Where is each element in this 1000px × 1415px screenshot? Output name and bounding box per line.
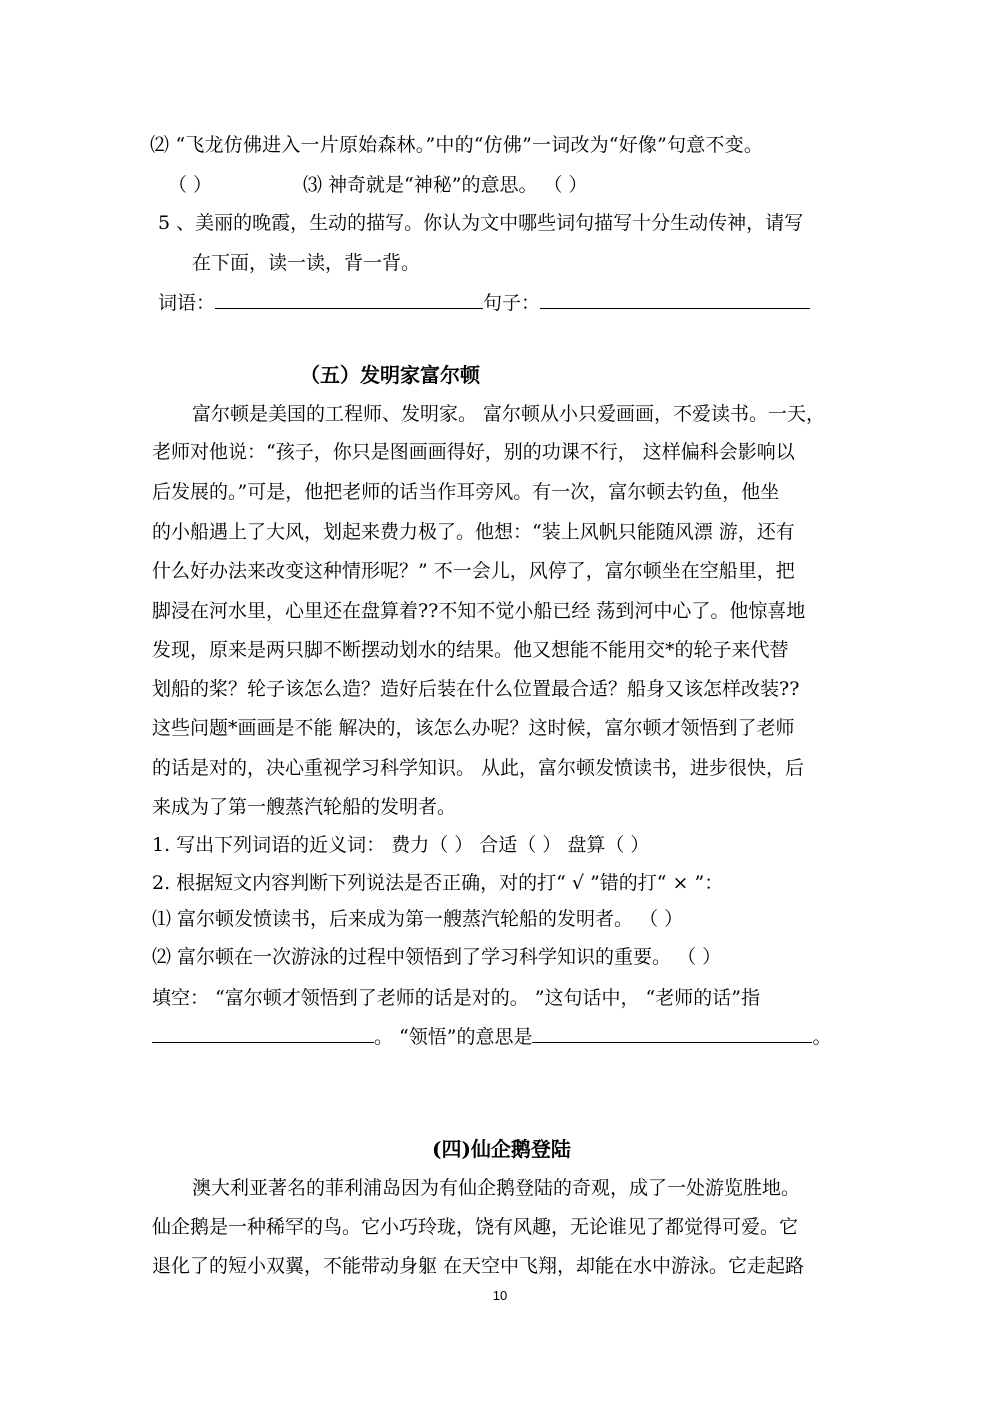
- s4-para-line: 退化了的短小双翼，不能带动身躯 在天空中飞翔，却能在水中游泳。它走起路: [152, 1255, 805, 1277]
- s5-para-line: 的小船遇上了大风，划起来费力极了。他想：“装上风帆只能随风漂 游，还有: [152, 521, 795, 543]
- q5-line1: 5 、美丽的晚霞，生动的描写。你认为文中哪些词句描写十分生动传神，请写: [158, 212, 804, 234]
- s5-para-line: 什么好办法来改变这种情形呢？” 不一会儿，风停了，富尔顿坐在空船里，把: [152, 560, 795, 582]
- s5-q2: 2. 根据短文内容判断下列说法是否正确，对的打“ √ ”错的打“ × ”：: [152, 872, 724, 894]
- s5-para-line: 发现，原来是两只脚不断摆动划水的结果。他又想能不能用交*的轮子来代替: [152, 639, 789, 661]
- s5-fill-line1: 填空： “富尔顿才领悟到了老师的话是对的。 ”这句话中， “老师的话”指: [152, 987, 760, 1009]
- s5-q1: 1. 写出下列词语的近义词： 费力（ ） 合适（ ） 盘算（ ）: [152, 834, 650, 856]
- words-blank[interactable]: [215, 290, 483, 309]
- page-number: 10: [492, 1288, 508, 1303]
- fill-blank-2[interactable]: [532, 1024, 812, 1043]
- s5-para-line: 老师对他说：“孩子，你只是图画画得好，别的功课不行， 这样偏科会影响以: [152, 441, 795, 463]
- q4-item2-paren: （ ）: [168, 174, 213, 196]
- s5-para-line: 脚浸在河水里，心里还在盘算着??不知不觉小船已经 荡到河中心了。他惊喜地: [152, 600, 806, 622]
- s4-para-line: 仙企鹅是一种稀罕的鸟。它小巧玲珑，饶有风趣，无论谁见了都觉得可爱。它: [152, 1216, 799, 1238]
- sentence-blank[interactable]: [540, 290, 810, 309]
- s4-para-line: 澳大利亚著名的菲利浦岛因为有仙企鹅登陆的奇观，成了一处游览胜地。: [192, 1177, 801, 1199]
- s5-q2-item1: ⑴ 富尔顿发愤读书，后来成为第一艘蒸汽轮船的发明者。 （ ）: [152, 908, 684, 930]
- q4-item3: ⑶ 神奇就是“神秘”的意思。 （ ）: [303, 174, 588, 196]
- s5-q2-item2: ⑵ 富尔顿在一次游泳的过程中领悟到了学习科学知识的重要。 （ ）: [152, 946, 722, 968]
- section5-title: （五）发明家富尔顿: [300, 363, 480, 387]
- q4-item2: ⑵ “飞龙仿佛进入一片原始森林。”中的“仿佛”一词改为“好像”句意不变。: [150, 134, 764, 156]
- s5-fill-line2: [152, 1024, 831, 1049]
- words-sentence-line: [158, 290, 810, 315]
- sentence-label: 句子：: [483, 292, 541, 314]
- fill-mid: 。 “领悟”的意思是: [374, 1026, 533, 1048]
- q5-line2: 在下面，读一读，背一背。: [192, 252, 421, 274]
- s5-para-line: 后发展的。”可是，他把老师的话当作耳旁风。有一次，富尔顿去钓鱼，他坐: [152, 481, 780, 503]
- section4-title: (四)仙企鹅登陆: [432, 1137, 571, 1161]
- fill-end: 。: [812, 1026, 832, 1048]
- fill-blank-1[interactable]: [152, 1024, 374, 1043]
- s5-para-line: 划船的桨？轮子该怎么造？造好后装在什么位置最合适？船身又该怎样改装??: [152, 678, 800, 700]
- words-label: 词语：: [158, 292, 216, 314]
- s5-para-line: 来成为了第一艘蒸汽轮船的发明者。: [152, 796, 457, 818]
- s5-para-line: 富尔顿是美国的工程师、发明家。 富尔顿从小只爱画画，不爱读书。一天，: [192, 403, 826, 425]
- s5-para-line: 的话是对的，决心重视学习科学知识。 从此，富尔顿发愤读书，进步很快，后: [152, 757, 805, 779]
- s5-para-line: 这些问题*画画是不能 解决的，该怎么办呢？这时候，富尔顿才领悟到了老师: [152, 717, 795, 739]
